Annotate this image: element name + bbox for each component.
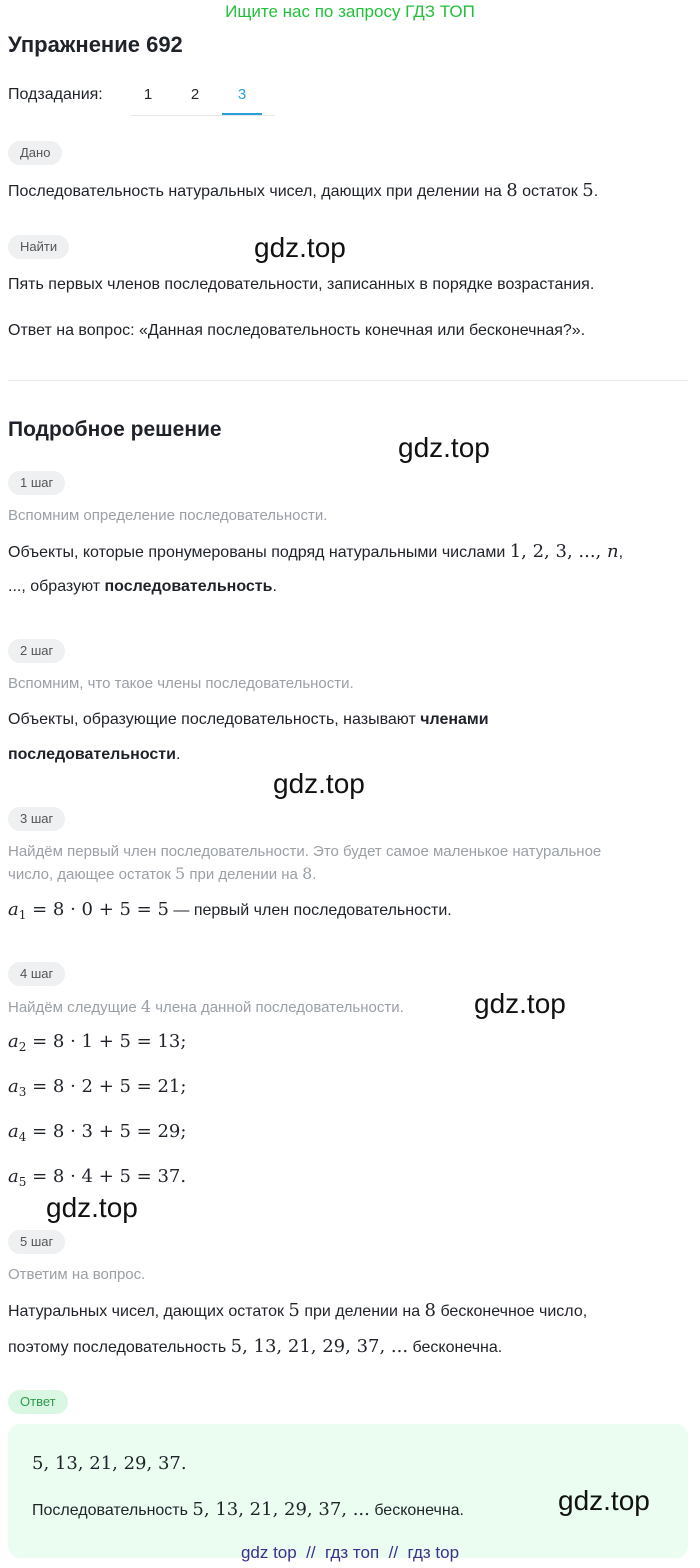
eq-var: a — [8, 1076, 19, 1097]
eq-sub: 4 — [18, 1130, 27, 1145]
eq-expr: = 8 · 3 + 5 = 29; — [26, 1121, 187, 1142]
step-4-equation — [8, 1166, 186, 1189]
step-4-equation — [8, 1031, 186, 1054]
step-5-hint: Ответим на вопрос. — [8, 1266, 146, 1283]
step-3-hint-2 — [8, 864, 316, 883]
eq-expr: = 8 · 2 + 5 = 21; — [26, 1076, 187, 1097]
step-text-part: Натуральных чисел, дающих остаток — [8, 1303, 289, 1320]
step-2-line-1 — [8, 711, 489, 729]
hint-part: . — [312, 866, 317, 883]
eq-expr: = 8 · 1 + 5 = 13; — [26, 1031, 187, 1052]
hint-part: при делении на — [185, 866, 303, 883]
solution-title: Подробное решение — [8, 418, 222, 441]
step-2-line-2 — [8, 746, 180, 764]
step-text-part: бесконечное число, — [436, 1303, 588, 1320]
step-math: 5 — [288, 1300, 300, 1321]
subtask-tab-2[interactable]: 2 — [190, 86, 200, 103]
step-1-hint: Вспомним определение последовательности. — [8, 507, 328, 524]
step-5-line-1 — [8, 1300, 587, 1321]
eq-expr: = 8 · 0 + 5 = 5 — [26, 899, 169, 920]
subtask-tab-3[interactable]: 3 — [237, 86, 247, 103]
watermark: gdz.top — [46, 1192, 138, 1223]
eq-sub: 2 — [18, 1040, 27, 1055]
hint-math: 8 — [302, 864, 313, 883]
step-4-equation — [8, 1076, 186, 1099]
find-line-2: Ответ на вопрос: «Данная последовательность конечная или бесконечная?». — [8, 322, 586, 339]
step-math: 8 — [424, 1300, 436, 1321]
section-divider — [8, 380, 688, 381]
watermark: gdz.top — [474, 988, 566, 1019]
step-text-part: ..., образуют — [8, 578, 105, 595]
answer-math: 5, 13, 21, 29, 37, ... — [192, 1499, 370, 1520]
step-bold-term: последовательность — [104, 578, 273, 595]
answer-math: 5, 13, 21, 29, 37. — [32, 1453, 187, 1474]
eq-var: a — [8, 1166, 19, 1187]
step-text-part: при делении на — [299, 1303, 425, 1320]
given-remainder: 5 — [582, 180, 594, 201]
eq-sub: 1 — [18, 908, 27, 923]
hint-part: члена данной последовательности. — [151, 999, 404, 1016]
top-banner[interactable]: Ищите нас по запросу ГДЗ ТОП — [225, 2, 475, 21]
watermark: gdz.top — [398, 432, 490, 463]
step-math-var: n — [607, 541, 619, 562]
given-text-part: остаток — [517, 183, 583, 200]
step-5-badge: 5 шаг — [8, 1230, 65, 1254]
subtask-tab-1[interactable]: 1 — [143, 86, 153, 103]
step-math: 5, 13, 21, 29, 37, ... — [230, 1336, 409, 1357]
step-text-part: Объекты, которые пронумерованы подряд натуральными числами — [8, 544, 510, 561]
step-text-part: Объекты, образующие последовательность, называют — [8, 711, 421, 728]
step-1-badge: 1 шаг — [8, 471, 65, 495]
step-3-equation — [8, 899, 452, 922]
given-text — [8, 180, 598, 201]
page-title: Упражнение 692 — [8, 32, 183, 57]
find-line-1: Пять первых членов последовательности, записанных в порядке возрастания. — [8, 276, 595, 293]
step-4-equation — [8, 1121, 186, 1144]
hint-math: 4 — [140, 997, 152, 1016]
step-text-part: поэтому последовательность — [8, 1339, 231, 1356]
hint-math: 5 — [175, 864, 186, 883]
eq-var: a — [8, 1121, 19, 1142]
step-1-line-1 — [8, 541, 623, 562]
watermark: gdz.top — [273, 768, 365, 799]
step-4-hint — [8, 997, 404, 1016]
step-text-part: . — [175, 746, 181, 763]
subtasks-label: Подзадания: — [8, 86, 103, 103]
answer-text-part: бесконечна. — [369, 1502, 464, 1519]
answer-line-2 — [32, 1499, 464, 1520]
step-text-part: . — [272, 578, 277, 595]
step-3-hint-1: Найдём первый член последовательности. Это будет самое маленькое натуральное — [8, 843, 602, 860]
hint-part: число, дающее остаток — [8, 866, 175, 883]
answer-line-1 — [32, 1453, 187, 1474]
eq-expr: = 8 · 4 + 5 = 37. — [26, 1166, 187, 1187]
eq-var: a — [8, 899, 19, 920]
find-badge: Найти — [8, 235, 69, 259]
given-divisor: 8 — [506, 180, 518, 201]
step-bold-term: последовательности — [8, 746, 176, 763]
answer-badge: Ответ — [8, 1390, 68, 1414]
step-2-badge: 2 шаг — [8, 639, 65, 663]
answer-text-part: Последовательность — [32, 1502, 193, 1519]
step-text-part: , — [618, 544, 624, 561]
given-text-part: Последовательность натуральных чисел, дающих при делении на — [8, 183, 507, 200]
eq-sub: 5 — [18, 1175, 27, 1190]
tabs-baseline — [130, 115, 275, 116]
step-5-line-2 — [8, 1336, 502, 1357]
footer-links[interactable]: gdz top // гдз топ // гдз top — [240, 1543, 460, 1562]
eq-text: — первый член последовательности. — [168, 902, 452, 919]
step-text-part: бесконечна. — [408, 1339, 503, 1356]
step-3-badge: 3 шаг — [8, 807, 65, 831]
eq-sub: 3 — [18, 1085, 27, 1100]
given-text-part: . — [593, 183, 599, 200]
step-4-badge: 4 шаг — [8, 962, 65, 986]
step-2-hint: Вспомним, что такое члены последовательности. — [8, 675, 354, 692]
hint-part: Найдём следущие — [8, 999, 141, 1016]
eq-var: a — [8, 1031, 19, 1052]
active-tab-indicator — [222, 113, 262, 115]
step-bold-term: членами — [420, 711, 489, 728]
step-math: 1, 2, 3, ..., — [509, 541, 607, 562]
step-1-line-2 — [8, 578, 277, 596]
watermark: gdz.top — [558, 1485, 650, 1516]
watermark: gdz.top — [254, 232, 346, 263]
given-badge: Дано — [8, 141, 62, 165]
